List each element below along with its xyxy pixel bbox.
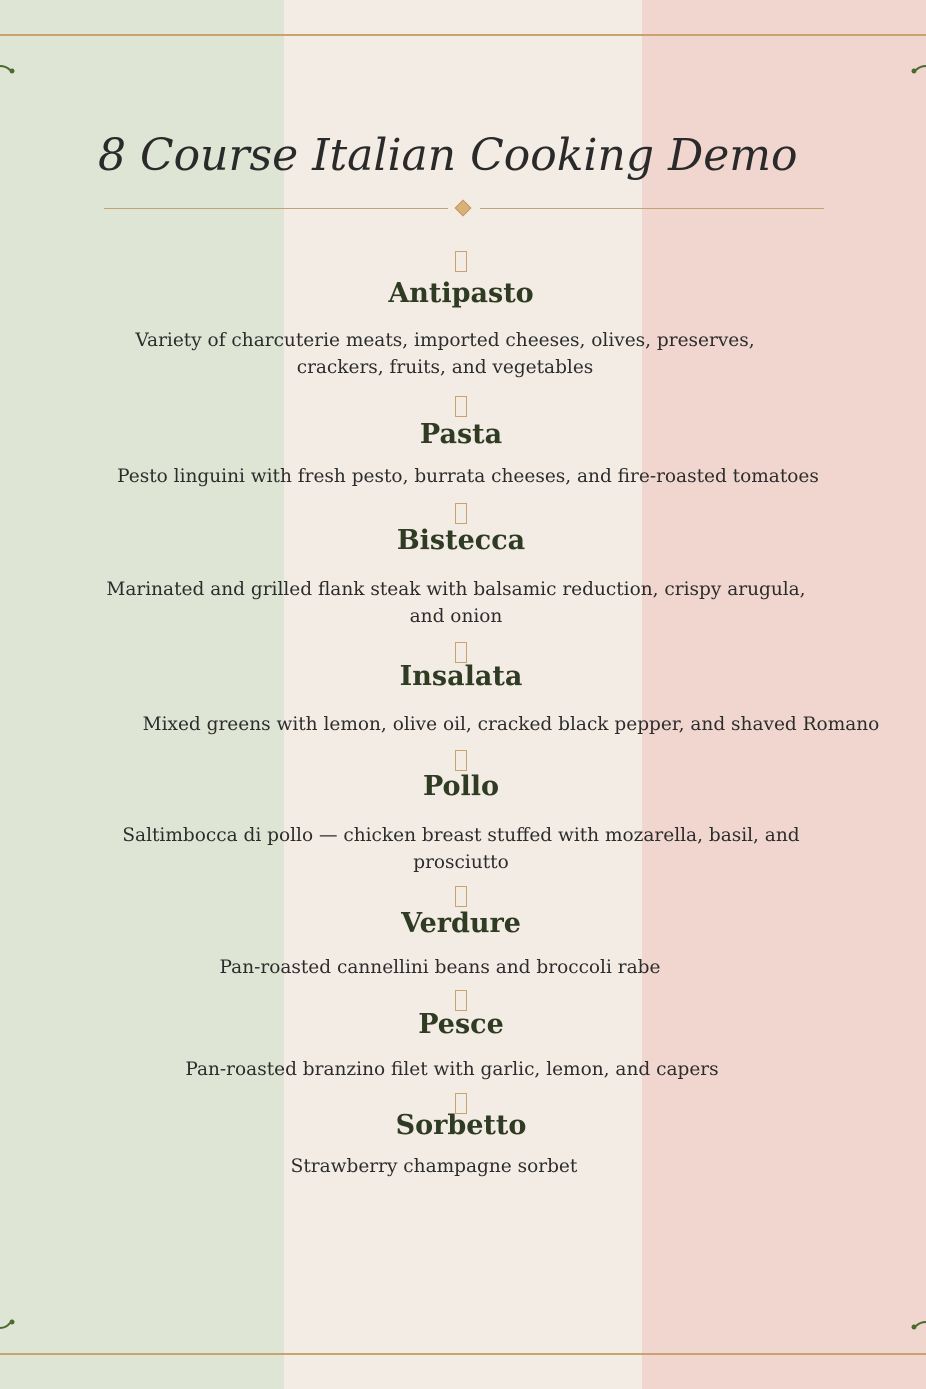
outlined-rectangle-icon (455, 750, 467, 771)
vine-leaf-icon (0, 62, 16, 74)
course-description: Variety of charcuterie meats, imported cheeses, olives, preserves, crackers, fruits, and vegetables (135, 330, 755, 378)
course-description: Pan-roasted branzino filet with garlic, lemon, and capers (185, 1059, 719, 1080)
course-description: Pan-roasted cannellini beans and broccoli rabe (219, 957, 661, 978)
course-name: Bistecca (396, 525, 526, 556)
course-name: Insalata (399, 661, 523, 692)
divider-line-right (480, 208, 824, 209)
course-description: Mixed greens with lemon, olive oil, cracked black pepper, and shaved Romano (142, 714, 880, 735)
course-name: Antipasto (388, 278, 534, 309)
outlined-rectangle-icon (455, 503, 467, 524)
course-name: Sorbetto (395, 1110, 527, 1141)
course-name: Pesce (418, 1009, 504, 1040)
course-description: Saltimbocca di pollo — chicken breast stuffed with mozarella, basil, and prosciutto (122, 825, 800, 873)
vine-leaf-icon (910, 1318, 926, 1330)
menu-title: 8 Course Italian Cooking Demo (98, 130, 798, 181)
bottom-border-line (0, 1353, 926, 1355)
course-name: Verdure (401, 908, 521, 939)
top-border-line (0, 34, 926, 36)
course-name: Pasta (419, 419, 503, 450)
diamond-icon (455, 200, 472, 217)
course-description: Marinated and grilled flank steak with balsamic reduction, crispy arugula, and onion (106, 579, 806, 627)
outlined-rectangle-icon (455, 396, 467, 417)
course-name: Pollo (422, 771, 500, 802)
outlined-rectangle-icon (455, 886, 467, 907)
course-description: Strawberry champagne sorbet (290, 1156, 578, 1177)
divider-line-left (104, 208, 448, 209)
outlined-rectangle-icon (455, 251, 467, 272)
vine-leaf-icon (910, 62, 926, 74)
course-description: Pesto linguini with fresh pesto, burrata cheeses, and fire-roasted tomatoes (117, 466, 819, 487)
title-divider (104, 200, 824, 216)
vine-leaf-icon (0, 1318, 16, 1330)
